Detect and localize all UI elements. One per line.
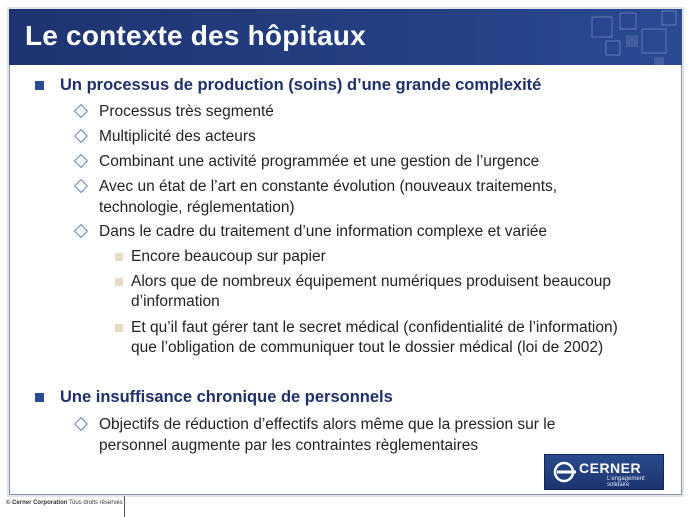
list-item <box>99 222 659 242</box>
sub-list-item-text: Alors que de nombreux équipement numériques produisent beaucoup <box>131 273 611 290</box>
list-item-continuation <box>99 436 659 456</box>
list-item <box>99 127 659 147</box>
list-item-text: personnel augmente par les contraintes règlementaires <box>99 437 479 454</box>
cerner-logo <box>544 454 664 490</box>
slide-title: Le contexte des hôpitaux <box>25 20 366 51</box>
sub-list-item <box>131 247 671 267</box>
square-bullet-icon <box>35 81 44 90</box>
section-heading <box>60 388 393 407</box>
decorative-squares-icon <box>562 9 682 65</box>
footer-divider <box>124 496 125 517</box>
list-item <box>99 177 659 197</box>
list-item-text: Dans le cadre du traitement d’une information complexe et variée <box>99 223 548 240</box>
sub-list-item <box>131 318 671 338</box>
logo-tagline: L’engagement solidaire <box>607 476 645 488</box>
sub-list-item-text: Encore beaucoup sur papier <box>131 248 326 265</box>
logo-name: CERNER <box>579 460 642 476</box>
sub-list-item-text: Et qu’il faut gérer tant le secret médical (confidentialité de l’information) <box>131 319 618 336</box>
list-item <box>99 152 659 172</box>
list-item <box>99 102 659 122</box>
section-heading-text: Une insuffisance chronique de personnels <box>60 388 393 406</box>
list-item-text: Multiplicité des acteurs <box>99 128 256 145</box>
sub-list-item-text: que l’obligation de communiquer tout le dossier médical (loi de 2002) <box>131 339 604 356</box>
sub-list-item <box>131 272 671 292</box>
cerner-emblem-icon <box>553 461 577 483</box>
sub-list-item-text: d’information <box>131 293 220 310</box>
small-square-bullet-icon <box>115 278 123 286</box>
list-item-continuation <box>99 198 659 218</box>
list-item-text: Objectifs de réduction d’effectifs alors même que la pression sur le <box>99 416 556 433</box>
small-square-bullet-icon <box>115 324 123 332</box>
list-item-text: Combinant une activité programmée et une gestion de l’urgence <box>99 153 540 170</box>
section-heading-text: Un processus de production (soins) d’une grande complexité <box>60 76 542 94</box>
list-item <box>99 415 659 435</box>
footer-company: © Cerner Corporation <box>6 500 68 506</box>
footer-rights: Tous droits réservés <box>69 500 123 506</box>
square-bullet-icon <box>35 393 44 402</box>
title-bar <box>9 9 682 65</box>
small-square-bullet-icon <box>115 253 123 261</box>
footer <box>6 500 123 506</box>
sub-list-item-continuation <box>131 292 671 312</box>
list-item-text: technologie, réglementation) <box>99 199 295 216</box>
section-heading <box>60 76 541 95</box>
list-item-text: Processus très segmenté <box>99 103 274 120</box>
sub-list-item-continuation <box>131 338 671 358</box>
list-item-text: Avec un état de l’art en constante évolution (nouveaux traitements, <box>99 178 558 195</box>
